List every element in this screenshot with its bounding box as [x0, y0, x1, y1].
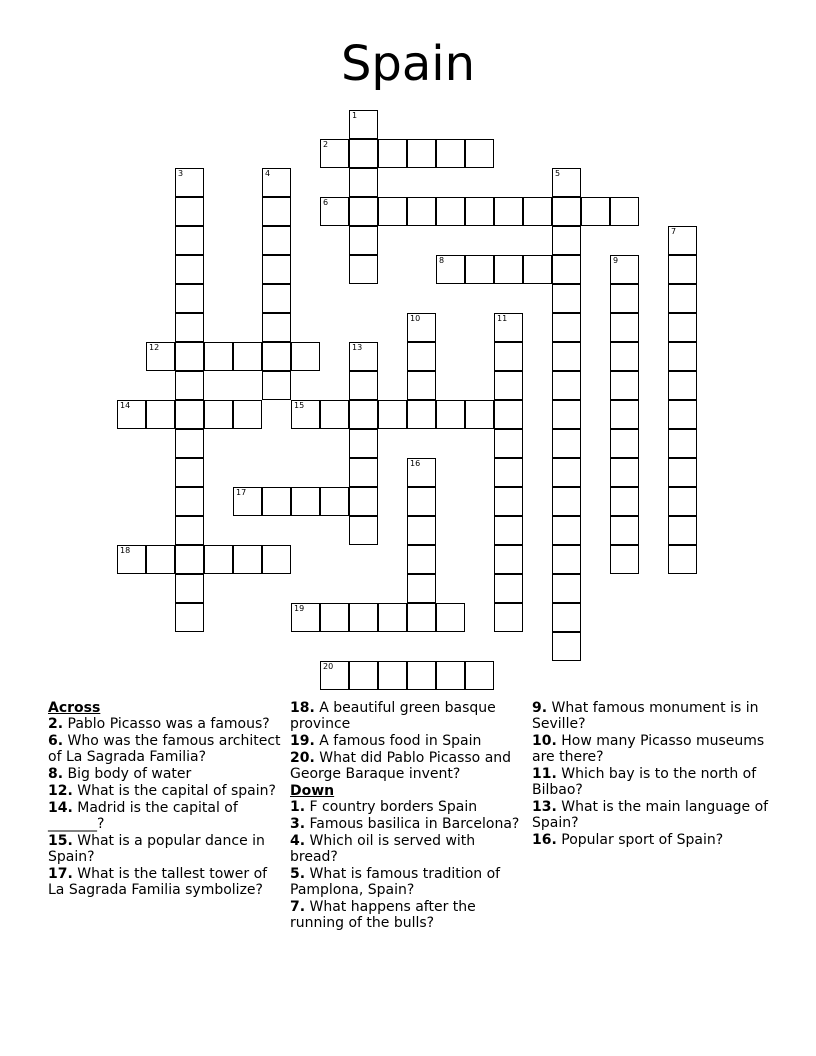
grid-cell[interactable]	[552, 371, 581, 400]
grid-cell[interactable]	[581, 197, 610, 226]
grid-cell[interactable]	[320, 139, 349, 168]
clue-number: 18.	[290, 700, 315, 716]
grid-cell[interactable]	[349, 661, 378, 690]
clue-number: 19	[294, 604, 305, 613]
grid-cell[interactable]	[668, 516, 697, 545]
grid-cell[interactable]	[668, 458, 697, 487]
clue-number: 17	[236, 488, 247, 497]
clue-number: 1.	[290, 799, 306, 815]
grid-cell[interactable]	[349, 400, 378, 429]
clue-number: 10.	[532, 733, 557, 749]
grid-cell[interactable]	[523, 255, 552, 284]
clue	[290, 899, 526, 931]
clue-number: 19.	[290, 733, 315, 749]
clue	[290, 866, 526, 898]
clue-number: 14.	[48, 800, 73, 816]
down-heading: Down	[290, 783, 335, 799]
grid-cell[interactable]	[320, 603, 349, 632]
clue-text: What is the main language of Spain?	[532, 799, 769, 831]
grid-cell[interactable]	[494, 197, 523, 226]
grid-cell[interactable]	[233, 545, 262, 574]
clue-text: Madrid is the capital of _______?	[48, 800, 238, 832]
down-clue-list	[290, 799, 526, 931]
clue-number: 11.	[532, 766, 557, 782]
grid-cell[interactable]	[407, 516, 436, 545]
grid-cell[interactable]	[175, 313, 204, 342]
clue-text: A famous food in Spain	[314, 733, 482, 749]
clue-number: 6.	[48, 733, 64, 749]
grid-cell[interactable]	[349, 139, 378, 168]
grid-cell[interactable]	[262, 371, 291, 400]
clue	[290, 816, 526, 832]
grid-cell[interactable]	[349, 110, 378, 139]
grid-cell[interactable]	[407, 197, 436, 226]
grid-cell[interactable]	[552, 545, 581, 574]
grid-cell[interactable]	[552, 342, 581, 371]
grid-cell[interactable]	[552, 255, 581, 284]
grid-cell[interactable]	[320, 661, 349, 690]
grid-cell[interactable]	[552, 400, 581, 429]
grid-cell[interactable]	[668, 545, 697, 574]
clue-number: 9.	[532, 700, 548, 716]
grid-cell[interactable]	[146, 342, 175, 371]
grid-cell[interactable]	[610, 545, 639, 574]
grid-cell[interactable]	[320, 400, 349, 429]
grid-cell[interactable]	[407, 487, 436, 516]
grid-cell[interactable]	[668, 284, 697, 313]
clue-text: What did Pablo Picasso and George Baraque invent?	[290, 750, 512, 782]
clue-number: 12.	[48, 783, 73, 799]
clue	[48, 716, 284, 732]
grid-cell[interactable]	[349, 516, 378, 545]
across-heading: Across	[48, 700, 101, 716]
grid-cell[interactable]	[436, 661, 465, 690]
grid-cell[interactable]	[349, 197, 378, 226]
grid-cell[interactable]	[175, 371, 204, 400]
clue-number: 16	[410, 459, 421, 468]
clue	[532, 799, 772, 831]
grid-cell[interactable]	[175, 342, 204, 371]
clue	[290, 750, 526, 782]
clue-text: What is the tallest tower of La Sagrada Familia symbolize?	[48, 866, 268, 898]
clue-text: What is a popular dance in Spain?	[48, 833, 265, 865]
grid-cell[interactable]	[175, 284, 204, 313]
clue-number: 5.	[290, 866, 306, 882]
grid-cell[interactable]	[668, 255, 697, 284]
grid-cell[interactable]	[175, 400, 204, 429]
grid-cell[interactable]	[175, 197, 204, 226]
clue	[48, 766, 284, 782]
grid-cell[interactable]	[610, 255, 639, 284]
grid-cell[interactable]	[117, 545, 146, 574]
grid-cell[interactable]	[436, 603, 465, 632]
grid-cell[interactable]	[378, 400, 407, 429]
clue-text: What famous monument is in Seville?	[532, 700, 759, 732]
clue	[48, 733, 284, 765]
grid-cell[interactable]	[262, 197, 291, 226]
grid-cell[interactable]	[494, 255, 523, 284]
grid-cell[interactable]	[262, 487, 291, 516]
clue-number: 3	[178, 169, 184, 178]
clues-column-1	[48, 700, 284, 899]
grid-cell[interactable]	[407, 458, 436, 487]
grid-cell[interactable]	[552, 487, 581, 516]
grid-cell[interactable]	[610, 342, 639, 371]
clue	[290, 799, 526, 815]
clue	[532, 733, 772, 765]
grid-cell[interactable]	[291, 487, 320, 516]
clue-number: 2	[323, 140, 329, 149]
clue	[48, 783, 284, 799]
grid-cell[interactable]	[146, 400, 175, 429]
grid-cell[interactable]	[407, 603, 436, 632]
grid-cell[interactable]	[668, 429, 697, 458]
clue-number: 6	[323, 198, 329, 207]
grid-cell[interactable]	[494, 371, 523, 400]
clue-number: 13.	[532, 799, 557, 815]
grid-cell[interactable]	[552, 226, 581, 255]
grid-cell[interactable]	[668, 400, 697, 429]
puzzle-title: Spain	[340, 36, 476, 92]
grid-cell[interactable]	[407, 139, 436, 168]
clue-number: 20	[323, 662, 334, 671]
grid-cell[interactable]	[552, 429, 581, 458]
clue-number: 8	[439, 256, 445, 265]
grid-cell[interactable]	[204, 400, 233, 429]
clue-text: What is the capital of spain?	[72, 783, 276, 799]
grid-cell[interactable]	[610, 197, 639, 226]
grid-cell[interactable]	[175, 168, 204, 197]
grid-cell[interactable]	[668, 342, 697, 371]
grid-cell[interactable]	[175, 458, 204, 487]
grid-cell[interactable]	[175, 429, 204, 458]
grid-cell[interactable]	[407, 574, 436, 603]
grid-cell[interactable]	[494, 400, 523, 429]
grid-cell[interactable]	[146, 545, 175, 574]
clue	[290, 733, 526, 749]
clue-text: Which oil is served with bread?	[290, 833, 476, 865]
grid-cell[interactable]	[349, 458, 378, 487]
grid-cell[interactable]	[204, 545, 233, 574]
clue-number: 9	[613, 256, 619, 265]
grid-cell[interactable]	[610, 371, 639, 400]
grid-cell[interactable]	[552, 197, 581, 226]
grid-cell[interactable]	[175, 255, 204, 284]
grid-cell[interactable]	[204, 342, 233, 371]
grid-cell[interactable]	[494, 516, 523, 545]
grid-cell[interactable]	[407, 661, 436, 690]
grid-cell[interactable]	[552, 632, 581, 661]
grid-cell[interactable]	[465, 661, 494, 690]
clue	[290, 833, 526, 865]
clue-text: Big body of water	[63, 766, 192, 782]
grid-cell[interactable]	[552, 603, 581, 632]
grid-cell[interactable]	[552, 574, 581, 603]
grid-cell[interactable]	[610, 487, 639, 516]
grid-cell[interactable]	[233, 342, 262, 371]
grid-cell[interactable]	[407, 400, 436, 429]
grid-cell[interactable]	[610, 429, 639, 458]
grid-cell[interactable]	[494, 313, 523, 342]
clue-text: Who was the famous architect of La Sagrada Familia?	[48, 733, 281, 765]
clue-text: A beautiful green basque province	[290, 700, 496, 732]
grid-cell[interactable]	[407, 313, 436, 342]
grid-cell[interactable]	[523, 197, 552, 226]
grid-cell[interactable]	[233, 487, 262, 516]
grid-cell[interactable]	[175, 603, 204, 632]
clue-number: 4.	[290, 833, 306, 849]
clue	[48, 800, 284, 832]
clue-number: 17.	[48, 866, 73, 882]
grid-cell[interactable]	[465, 197, 494, 226]
grid-cell[interactable]	[552, 313, 581, 342]
grid-cell[interactable]	[320, 487, 349, 516]
down-clue-list-continued	[532, 700, 772, 848]
grid-cell[interactable]	[494, 487, 523, 516]
grid-cell[interactable]	[552, 458, 581, 487]
grid-cell[interactable]	[349, 603, 378, 632]
grid-cell[interactable]	[262, 255, 291, 284]
clue-number: 13	[352, 343, 363, 352]
across-clue-list	[48, 716, 284, 898]
clue-text: F country borders Spain	[305, 799, 478, 815]
clue-number: 2.	[48, 716, 64, 732]
clue-number: 11	[497, 314, 508, 323]
grid-cell[interactable]	[262, 168, 291, 197]
grid-cell[interactable]	[407, 545, 436, 574]
grid-cell[interactable]	[175, 226, 204, 255]
clue-text: Popular sport of Spain?	[556, 832, 724, 848]
grid-cell[interactable]	[291, 342, 320, 371]
grid-cell[interactable]	[233, 400, 262, 429]
grid-cell[interactable]	[378, 197, 407, 226]
grid-cell[interactable]	[610, 516, 639, 545]
grid-cell[interactable]	[291, 400, 320, 429]
clues-column-3	[532, 700, 772, 849]
clue-text: Which bay is to the north of Bilbao?	[532, 766, 757, 798]
grid-cell[interactable]	[175, 574, 204, 603]
grid-cell[interactable]	[407, 371, 436, 400]
clue-number: 14	[120, 401, 131, 410]
grid-cell[interactable]	[465, 255, 494, 284]
clue-number: 12	[149, 343, 160, 352]
grid-cell[interactable]	[349, 487, 378, 516]
clue-number: 7	[671, 227, 677, 236]
grid-cell[interactable]	[436, 139, 465, 168]
grid-cell[interactable]	[407, 342, 436, 371]
grid-cell[interactable]	[378, 603, 407, 632]
grid-cell[interactable]	[378, 661, 407, 690]
grid-cell[interactable]	[262, 313, 291, 342]
grid-cell[interactable]	[378, 139, 407, 168]
across-clue-list-continued	[290, 700, 526, 782]
grid-cell[interactable]	[320, 197, 349, 226]
grid-cell[interactable]	[349, 429, 378, 458]
grid-cell[interactable]	[494, 458, 523, 487]
clue	[532, 700, 772, 732]
grid-cell[interactable]	[175, 516, 204, 545]
clue-text: What is famous tradition of Pamplona, Spain?	[290, 866, 501, 898]
grid-cell[interactable]	[262, 342, 291, 371]
clue-number: 8.	[48, 766, 64, 782]
grid-cell[interactable]	[262, 226, 291, 255]
grid-cell[interactable]	[117, 400, 146, 429]
clue-number: 20.	[290, 750, 315, 766]
grid-cell[interactable]	[552, 168, 581, 197]
grid-cell[interactable]	[610, 400, 639, 429]
grid-cell[interactable]	[610, 458, 639, 487]
grid-cell[interactable]	[175, 487, 204, 516]
grid-cell[interactable]	[175, 545, 204, 574]
clue-number: 15.	[48, 833, 73, 849]
grid-cell[interactable]	[552, 516, 581, 545]
clue	[290, 700, 526, 732]
clue-number: 3.	[290, 816, 306, 832]
clue-number: 1	[352, 111, 358, 120]
grid-cell[interactable]	[552, 284, 581, 313]
grid-cell[interactable]	[436, 400, 465, 429]
clue-text: How many Picasso museums are there?	[532, 733, 765, 765]
grid-cell[interactable]	[262, 545, 291, 574]
clue-text: Famous basilica in Barcelona?	[305, 816, 520, 832]
grid-cell[interactable]	[349, 226, 378, 255]
clue	[532, 832, 772, 848]
clue-number: 5	[555, 169, 561, 178]
grid-cell[interactable]	[668, 487, 697, 516]
grid-cell[interactable]	[494, 545, 523, 574]
clue-text: What happens after the running of the bulls?	[290, 899, 476, 931]
grid-cell[interactable]	[349, 168, 378, 197]
grid-cell[interactable]	[436, 255, 465, 284]
clue-number: 18	[120, 546, 131, 555]
grid-cell[interactable]	[494, 603, 523, 632]
clue-number: 16.	[532, 832, 557, 848]
grid-cell[interactable]	[465, 139, 494, 168]
grid-cell[interactable]	[668, 226, 697, 255]
grid-cell[interactable]	[668, 313, 697, 342]
grid-cell[interactable]	[436, 197, 465, 226]
clue-text: Pablo Picasso was a famous?	[63, 716, 270, 732]
grid-cell[interactable]	[349, 342, 378, 371]
grid-cell[interactable]	[349, 371, 378, 400]
clues-column-2	[290, 700, 526, 932]
clue-number: 7.	[290, 899, 306, 915]
clue	[48, 833, 284, 865]
clue	[48, 866, 284, 898]
grid-cell[interactable]	[465, 400, 494, 429]
grid-cell[interactable]	[668, 371, 697, 400]
clue-number: 15	[294, 401, 305, 410]
grid-cell[interactable]	[610, 313, 639, 342]
grid-cell[interactable]	[494, 429, 523, 458]
clue-number: 10	[410, 314, 421, 323]
clue	[532, 766, 772, 798]
grid-cell[interactable]	[494, 574, 523, 603]
clue-number: 4	[265, 169, 271, 178]
grid-cell[interactable]	[291, 603, 320, 632]
grid-cell[interactable]	[349, 255, 378, 284]
grid-cell[interactable]	[494, 342, 523, 371]
grid-cell[interactable]	[610, 284, 639, 313]
grid-cell[interactable]	[262, 284, 291, 313]
